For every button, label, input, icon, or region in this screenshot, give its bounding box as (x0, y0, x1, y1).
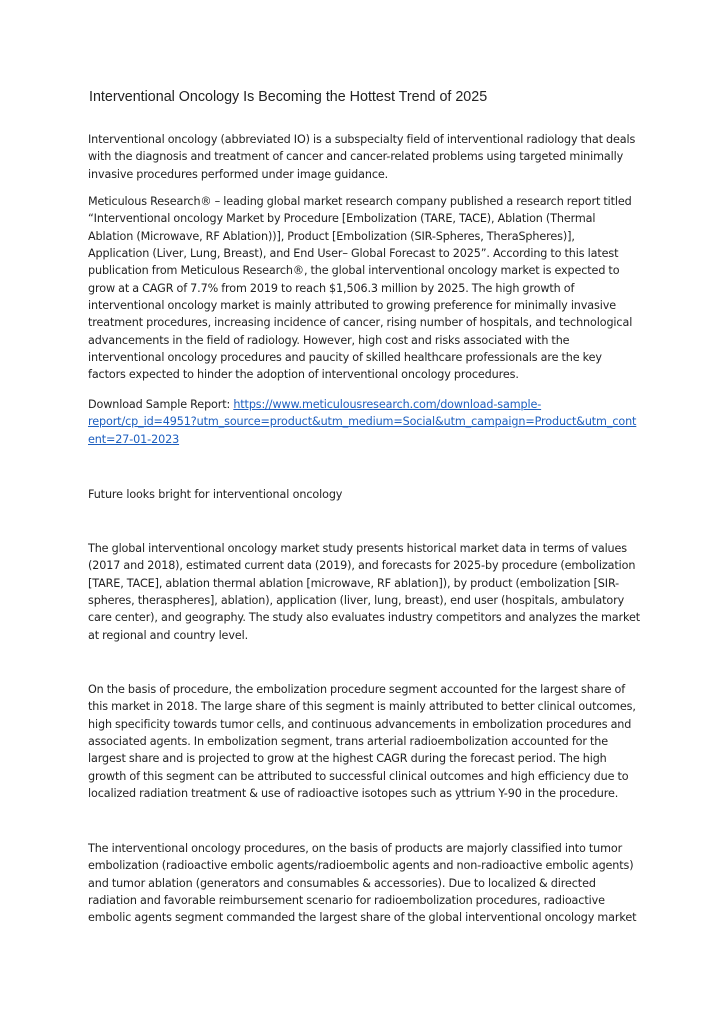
procedure-paragraph (88, 681, 640, 802)
download-line (88, 413, 640, 430)
paragraph-line: this market in 2018. The large share of this segment is mainly attributed to better clinical outcomes, (88, 700, 636, 714)
paragraph-line: grow at a CAGR of 7.7% from 2019 to reach $1,506.3 million by 2025. The high growth of (88, 281, 575, 295)
download-paragraph (88, 396, 640, 448)
paragraph-line: embolization (radioactive embolic agents/radioembolic agents and non-radioactive embolic agents) (88, 859, 634, 873)
download-sample-link[interactable]: https://www.meticulousresearch.com/download-sample- (233, 398, 542, 411)
study-paragraph (88, 540, 640, 644)
paragraph-line: factors expected to hinder the adoption of interventional oncology procedures. (88, 368, 519, 382)
paragraph-line: treatment procedures, increasing incidence of cancer, rising number of hospitals, and technological (88, 316, 633, 330)
paragraph-line: spheres, theraspheres], ablation), application (liver, lung, breast), end user (hospitals, ambulatory (88, 594, 625, 608)
paragraph-line: and tumor ablation (generators and consumables & accessories). Due to localized & directed (88, 876, 596, 890)
paragraph-line: with the diagnosis and treatment of cancer and cancer-related problems using targeted minimally (88, 150, 624, 164)
paragraph-line: Meticulous Research® – leading global market research company published a research report titled (88, 195, 632, 208)
download-line (88, 431, 640, 448)
paragraph-line: Interventional oncology (abbreviated IO) is a subspecialty field of interventional radiology that deals (88, 133, 636, 146)
paragraph-line: [TARE, TACE], ablation thermal ablation [microwave, RF ablation]), by product (embolization [SIR- (88, 576, 620, 590)
paragraph-line: Ablation (Microwave, RF Ablation))], Product [Embolization (SIR-Spheres, TheraSpheres)], (88, 229, 575, 243)
meticulous-paragraph (88, 193, 640, 384)
paragraph-line: high specificity towards tumor cells, and continuous advancements in embolization procedures and (88, 717, 632, 731)
paragraph-line: On the basis of procedure, the embolization procedure segment accounted for the largest share of (88, 683, 626, 696)
paragraph-line: radiation and favorable reimbursement scenario for radioembolization procedures, radioactive (88, 894, 605, 908)
paragraph-line: associated agents. In embolization segment, trans arterial radioembolization accounted for the (88, 735, 609, 749)
paragraph-line: (2017 and 2018), estimated current data (2019), and forecasts for 2025-by procedure (embolization (88, 559, 636, 573)
products-paragraph (88, 840, 640, 927)
paragraph-line: “Interventional oncology Market by Procedure [Embolization (TARE, TACE), Ablation (Thermal (88, 212, 596, 226)
paragraph-line: The global interventional oncology market study presents historical market data in terms of values (88, 542, 627, 555)
paragraph-line: publication from Meticulous Research®, the global interventional oncology market is expected to (88, 264, 620, 278)
paragraph-line: care center), and geography. The study also evaluates industry competitors and analyzes the market (88, 611, 640, 625)
paragraph-line: invasive procedures performed under image guidance. (88, 167, 389, 181)
paragraph-line: embolic agents segment commanded the largest share of the global interventional oncology market (88, 911, 637, 925)
document-title: Interventional Oncology Is Becoming the Hottest Trend of 2025 (89, 89, 488, 105)
paragraph-line: interventional oncology market is mainly attributed to growing preference for minimally invasive (88, 299, 616, 313)
intro-paragraph (88, 131, 640, 183)
paragraph-line: largest share and is projected to grow at the highest CAGR during the forecast period. The high (88, 752, 607, 766)
paragraph-line: at regional and country level. (88, 628, 249, 642)
download-line (88, 396, 640, 413)
future-heading: Future looks bright for interventional oncology (88, 488, 343, 501)
paragraph-line: interventional oncology procedures and paucity of skilled healthcare professionals are the key (88, 351, 602, 365)
paragraph-line: advancements in the field of radiology. However, high cost and risks associated with the (88, 333, 570, 347)
download-sample-link[interactable]: ent=27-01-2023 (88, 432, 180, 446)
download-label: Download Sample Report: (88, 398, 234, 411)
paragraph-line: growth of this segment can be attributed to successful clinical outcomes and high efficiency due to (88, 769, 629, 783)
download-sample-link[interactable]: report/cp_id=4951?utm_source=product&utm_medium=Social&utm_campaign=Product&utm_cont (88, 415, 637, 429)
paragraph-line: The interventional oncology procedures, on the basis of products are majorly classified into tumor (88, 842, 623, 855)
paragraph-line: localized radiation treatment & use of radioactive isotopes such as yttrium Y-90 in the procedure. (88, 787, 619, 801)
paragraph-line: Application (Liver, Lung, Breast), and End User– Global Forecast to 2025”. According to this latest (88, 247, 619, 261)
